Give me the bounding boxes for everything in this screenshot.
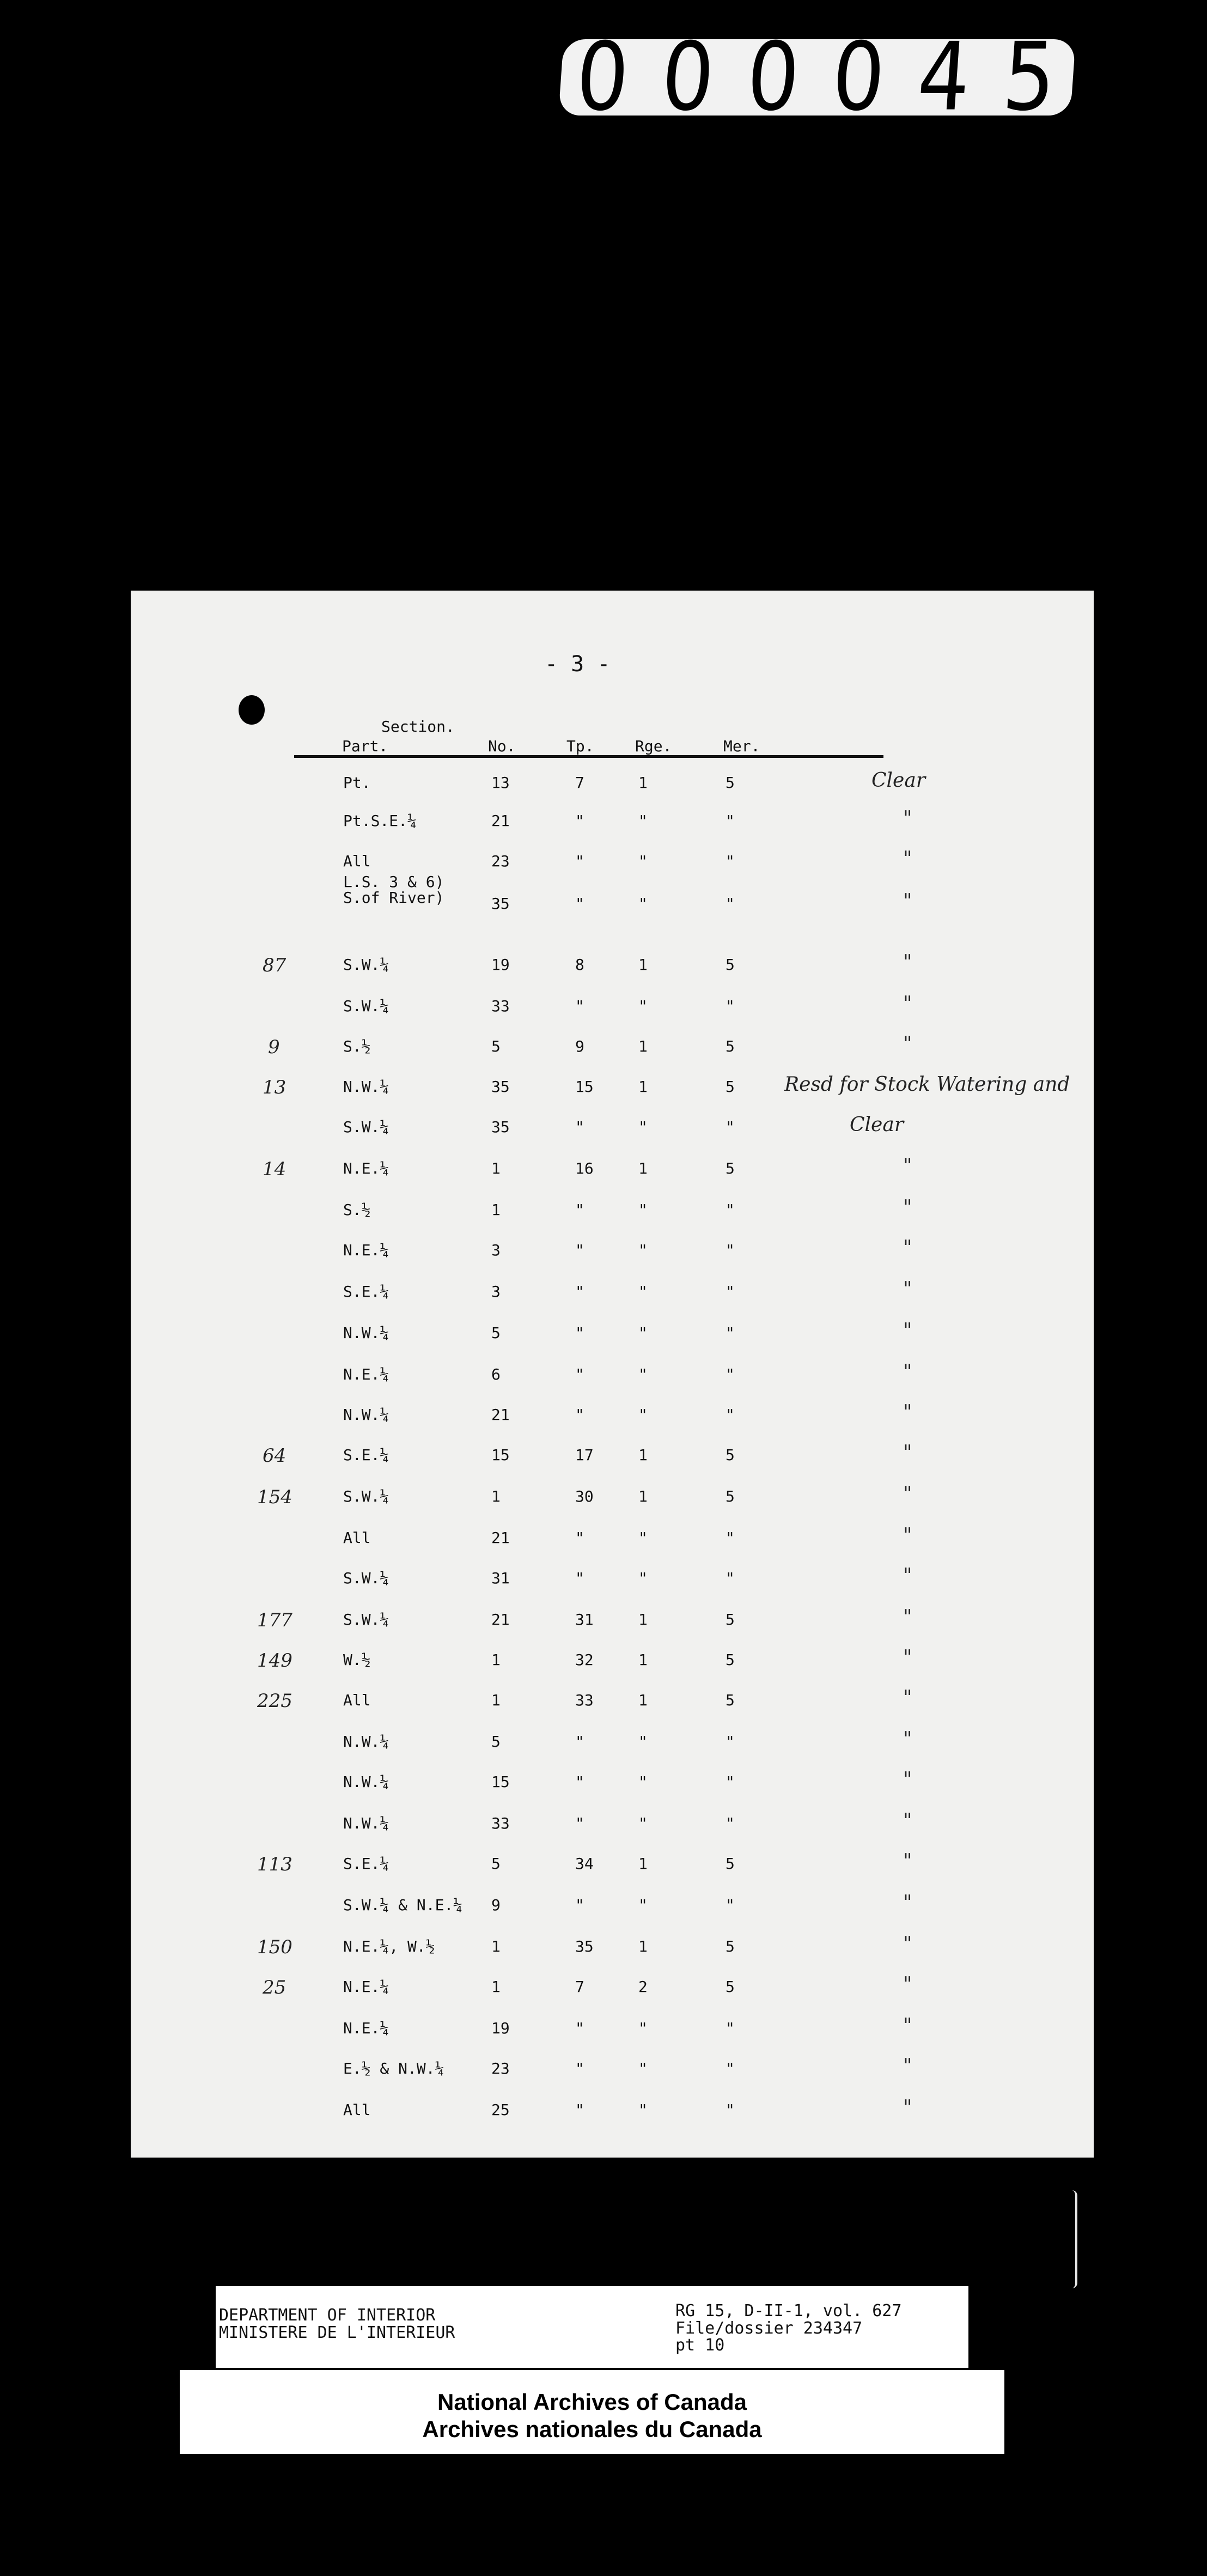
header-part: Part. <box>342 737 388 755</box>
cell-tp: 35 <box>575 1937 594 1955</box>
cell-rge: " <box>638 1201 648 1219</box>
cell-no: 21 <box>491 1406 510 1424</box>
frame-digit: 0 <box>658 22 720 132</box>
cell-tp: " <box>575 895 584 913</box>
cell-no: 19 <box>491 956 510 974</box>
cell-rge: " <box>638 2019 648 2037</box>
cell-mer: " <box>726 2059 735 2077</box>
cell-tp: " <box>575 1241 584 1259</box>
cell-mer: " <box>726 812 735 830</box>
cell-no: 15 <box>491 1446 510 1464</box>
cell-rge: " <box>638 1241 648 1259</box>
cell-rge: 1 <box>638 956 648 974</box>
cell-remark: " <box>903 2055 912 2077</box>
margin-note: 149 <box>257 1650 292 1672</box>
cell-rge: 1 <box>638 1937 648 1955</box>
cell-rge: " <box>638 1283 648 1301</box>
cell-tp: 7 <box>575 774 584 792</box>
cell-rge: " <box>638 1569 648 1587</box>
cell-no: 1 <box>491 1159 501 1177</box>
cell-mer: 5 <box>726 1037 735 1055</box>
cell-mer: " <box>726 1773 735 1791</box>
cell-remark: " <box>903 2015 912 2037</box>
cell-part: N.E.¼ <box>343 1159 389 1177</box>
margin-note: 154 <box>257 1486 292 1508</box>
table-row <box>131 1606 1094 1644</box>
cell-no: 33 <box>491 1814 510 1832</box>
cell-tp: " <box>575 2019 584 2037</box>
cell-mer: 5 <box>726 1078 735 1096</box>
cell-remark: " <box>903 1401 912 1424</box>
table-row <box>131 1073 1094 1111</box>
cell-remark: " <box>903 1647 912 1669</box>
table-row <box>131 1196 1094 1235</box>
cell-tp: " <box>575 2059 584 2077</box>
cell-rge: 1 <box>638 1037 648 1055</box>
cell-mer: 5 <box>726 956 735 974</box>
page-number: - 3 - <box>545 652 611 677</box>
frame-digit: 5 <box>999 22 1062 132</box>
cell-rge: 1 <box>638 774 648 792</box>
cell-tp: " <box>575 1733 584 1751</box>
cell-mer: 5 <box>726 1855 735 1873</box>
header-rge: Rge. <box>635 737 672 755</box>
frame-digit: 0 <box>572 22 635 132</box>
cell-part: Pt.S.E.¼ <box>343 812 417 830</box>
cell-tp: 33 <box>575 1691 594 1709</box>
cell-remark: " <box>903 1524 912 1547</box>
document-page <box>131 591 1094 2158</box>
cell-remark: " <box>903 1728 912 1751</box>
cell-mer: " <box>726 1241 735 1259</box>
cell-mer: " <box>726 852 735 870</box>
header-rule <box>294 755 883 758</box>
table-row <box>131 1933 1094 1971</box>
header-tp: Tp. <box>566 737 594 755</box>
cell-remark: Resd for Stock Watering and <box>784 1073 1070 1096</box>
cell-no: 1 <box>491 1978 501 1996</box>
cell-tp: 31 <box>575 1611 594 1629</box>
cell-remark: " <box>903 1320 912 1342</box>
table-row <box>131 1647 1094 1685</box>
cell-tp: " <box>575 1569 584 1587</box>
table-row <box>131 873 1094 928</box>
cell-part: W.½ <box>343 1651 371 1669</box>
cell-tp: " <box>575 1201 584 1219</box>
cell-remark: " <box>903 1237 912 1259</box>
cell-no: 21 <box>491 1611 510 1629</box>
cell-no: 35 <box>491 895 510 913</box>
cell-tp: " <box>575 997 584 1015</box>
cell-tp: " <box>575 1365 584 1383</box>
cell-mer: " <box>726 1406 735 1424</box>
margin-note: 25 <box>263 1977 286 1998</box>
table-row <box>131 769 1094 807</box>
cell-no: 1 <box>491 1487 501 1505</box>
punch-hole <box>239 695 265 725</box>
cell-tp: " <box>575 1814 584 1832</box>
cell-mer: " <box>726 895 735 913</box>
cell-rge: 1 <box>638 1855 648 1873</box>
cell-mer: " <box>726 1529 735 1547</box>
cell-mer: 5 <box>726 1487 735 1505</box>
cell-rge: " <box>638 1118 648 1136</box>
cell-remark: " <box>903 1565 912 1587</box>
cell-tp: " <box>575 852 584 870</box>
cell-rge: " <box>638 812 648 830</box>
cell-part: N.W.¼ <box>343 1773 389 1791</box>
cell-tp: " <box>575 1118 584 1136</box>
cell-no: 5 <box>491 1324 501 1342</box>
cell-tp: " <box>575 1529 584 1547</box>
cell-mer: " <box>726 2101 735 2119</box>
cell-tp: 9 <box>575 1037 584 1055</box>
cell-remark: Clear <box>871 769 926 792</box>
cell-no: 23 <box>491 2059 510 2077</box>
margin-note: 113 <box>257 1854 292 1875</box>
cell-remark: " <box>903 1483 912 1505</box>
cell-no: 1 <box>491 1937 501 1955</box>
cell-tp: 8 <box>575 956 584 974</box>
cell-no: 9 <box>491 1896 501 1914</box>
cell-mer: " <box>726 997 735 1015</box>
cell-part: S.W.¼ <box>343 956 389 974</box>
frame-digit: 4 <box>914 22 976 132</box>
archives-label <box>180 2370 1004 2454</box>
cell-tp: 15 <box>575 1078 594 1096</box>
cell-no: 31 <box>491 1569 510 1587</box>
header-mer: Mer. <box>723 737 760 755</box>
cell-part: S.½ <box>343 1201 371 1219</box>
cell-mer: 5 <box>726 1446 735 1464</box>
cell-rge: " <box>638 852 648 870</box>
cell-rge: " <box>638 2101 648 2119</box>
cell-part: All <box>343 2101 371 2119</box>
cell-remark: " <box>903 2097 912 2119</box>
table-row <box>131 2097 1094 2135</box>
table-row <box>131 1687 1094 1725</box>
cell-remark: " <box>903 1973 912 1996</box>
cell-rge: 1 <box>638 1651 648 1669</box>
cell-tp: " <box>575 1773 584 1791</box>
cell-remark: " <box>903 993 912 1015</box>
frame-digit: 0 <box>828 22 891 132</box>
ref-part: pt 10 <box>675 2336 725 2355</box>
cell-remark: " <box>903 890 912 913</box>
cell-tp: 17 <box>575 1446 594 1464</box>
table-row <box>131 848 1094 886</box>
cell-tp: 32 <box>575 1651 594 1669</box>
cell-part: S.W.¼ & N.E.¼ <box>343 1896 463 1914</box>
ref-volume: RG 15, D-II-1, vol. 627 <box>675 2301 902 2320</box>
cell-part: S.E.¼ <box>343 1283 389 1301</box>
cell-part: All <box>343 1529 371 1547</box>
cell-no: 19 <box>491 2019 510 2037</box>
header-section: Section. <box>381 718 455 736</box>
table-row <box>131 2055 1094 2093</box>
archives-name-fr: Archives nationales du Canada <box>422 2416 762 2442</box>
cell-mer: 5 <box>726 1651 735 1669</box>
cell-no: 15 <box>491 1773 510 1791</box>
cell-part: N.E.¼, W.½ <box>343 1937 435 1955</box>
cell-no: 1 <box>491 1691 501 1709</box>
cell-part: N.E.¼ <box>343 1241 389 1259</box>
table-row <box>131 2015 1094 2053</box>
cell-rge: " <box>638 895 648 913</box>
cell-tp: " <box>575 1283 584 1301</box>
table-row <box>131 1114 1094 1152</box>
table-row <box>131 1483 1094 1521</box>
margin-note: 9 <box>268 1036 280 1058</box>
cell-remark: " <box>903 1810 912 1832</box>
cell-rge: " <box>638 1529 648 1547</box>
cell-no: 1 <box>491 1651 501 1669</box>
table-row <box>131 1524 1094 1563</box>
cell-no: 25 <box>491 2101 510 2119</box>
cell-mer: 5 <box>726 774 735 792</box>
cell-rge: 1 <box>638 1446 648 1464</box>
margin-note: 13 <box>263 1077 286 1098</box>
cell-remark: " <box>903 1687 912 1709</box>
cell-part: S.W.¼ <box>343 1569 389 1587</box>
table-row <box>131 1237 1094 1275</box>
cell-rge: " <box>638 997 648 1015</box>
cell-no: 23 <box>491 852 510 870</box>
table-row <box>131 1033 1094 1071</box>
cell-rge: 1 <box>638 1611 648 1629</box>
table-row <box>131 807 1094 846</box>
cell-mer: " <box>726 1324 735 1342</box>
cell-no: 5 <box>491 1733 501 1751</box>
cell-part: S.E.¼ <box>343 1446 389 1464</box>
cell-part: N.E.¼ <box>343 1978 389 1996</box>
frame-digit: 0 <box>743 22 806 132</box>
cell-remark: " <box>903 1033 912 1055</box>
cell-rge: " <box>638 1896 648 1914</box>
cell-no: 1 <box>491 1201 501 1219</box>
cell-tp: 30 <box>575 1487 594 1505</box>
cell-no: 13 <box>491 774 510 792</box>
cell-mer: " <box>726 1201 735 1219</box>
cell-part: All <box>343 1691 371 1709</box>
cell-tp: " <box>575 1896 584 1914</box>
film-scratch <box>1072 2190 1077 2288</box>
cell-part: S.½ <box>343 1037 371 1055</box>
cell-part: L.S. 3 & 6) S.of River) <box>343 873 444 907</box>
cell-part: S.W.¼ <box>343 1611 389 1629</box>
cell-mer: " <box>726 2019 735 2037</box>
cell-tp: " <box>575 1324 584 1342</box>
dept-name-fr: MINISTERE DE L'INTERIEUR <box>219 2323 455 2342</box>
cell-rge: 2 <box>638 1978 648 1996</box>
cell-mer: 5 <box>726 1611 735 1629</box>
cell-no: 35 <box>491 1118 510 1136</box>
table-row <box>131 1361 1094 1399</box>
cell-mer: " <box>726 1283 735 1301</box>
cell-no: 5 <box>491 1037 501 1055</box>
cell-part: S.W.¼ <box>343 1487 389 1505</box>
cell-no: 33 <box>491 997 510 1015</box>
cell-part: Pt. <box>343 774 371 792</box>
cell-remark: " <box>903 1892 912 1914</box>
cell-remark: " <box>903 1442 912 1464</box>
cell-part: S.W.¼ <box>343 1118 389 1136</box>
cell-mer: " <box>726 1365 735 1383</box>
table-row <box>131 1850 1094 1888</box>
cell-mer: " <box>726 1733 735 1751</box>
cell-no: 3 <box>491 1241 501 1259</box>
cell-part: S.E.¼ <box>343 1855 389 1873</box>
ref-file: File/dossier 234347 <box>675 2318 863 2338</box>
cell-rge: " <box>638 2059 648 2077</box>
cell-remark: " <box>903 951 912 974</box>
cell-remark: " <box>903 807 912 830</box>
cell-remark: " <box>903 1933 912 1955</box>
margin-note: 87 <box>263 955 286 976</box>
table-row <box>131 1728 1094 1766</box>
table-row <box>131 1769 1094 1807</box>
cell-part: N.W.¼ <box>343 1324 389 1342</box>
cell-rge: " <box>638 1773 648 1791</box>
table-row <box>131 1892 1094 1930</box>
margin-note: 225 <box>257 1690 292 1712</box>
margin-note: 177 <box>257 1609 292 1631</box>
cell-no: 5 <box>491 1855 501 1873</box>
cell-tp: " <box>575 2101 584 2119</box>
cell-part: N.E.¼ <box>343 2019 389 2037</box>
cell-mer: " <box>726 1118 735 1136</box>
cell-remark: " <box>903 1769 912 1791</box>
archives-name-en: National Archives of Canada <box>437 2389 747 2415</box>
archive-reference-label <box>216 2286 968 2368</box>
header-no: No. <box>488 737 516 755</box>
cell-no: 21 <box>491 1529 510 1547</box>
cell-part: N.W.¼ <box>343 1406 389 1424</box>
cell-rge: " <box>638 1365 648 1383</box>
cell-rge: " <box>638 1324 648 1342</box>
cell-no: 3 <box>491 1283 501 1301</box>
cell-tp: 16 <box>575 1159 594 1177</box>
cell-remark: " <box>903 1196 912 1219</box>
cell-remark: " <box>903 848 912 870</box>
table-row <box>131 1320 1094 1358</box>
cell-no: 6 <box>491 1365 501 1383</box>
cell-remark: " <box>903 1361 912 1383</box>
frame-number <box>558 22 1076 132</box>
cell-mer: 5 <box>726 1691 735 1709</box>
cell-rge: " <box>638 1814 648 1832</box>
table-row <box>131 1973 1094 2012</box>
cell-part: N.W.¼ <box>343 1814 389 1832</box>
cell-rge: " <box>638 1406 648 1424</box>
table-row <box>131 1565 1094 1603</box>
margin-note: 14 <box>263 1158 286 1180</box>
cell-mer: 5 <box>726 1159 735 1177</box>
cell-remark: " <box>903 1278 912 1301</box>
table-row <box>131 1442 1094 1480</box>
cell-mer: " <box>726 1814 735 1832</box>
cell-rge: " <box>638 1733 648 1751</box>
cell-part: E.½ & N.W.¼ <box>343 2059 444 2077</box>
cell-part: S.W.¼ <box>343 997 389 1015</box>
table-row <box>131 1810 1094 1848</box>
cell-tp: " <box>575 1406 584 1424</box>
cell-remark: " <box>903 1606 912 1629</box>
margin-note: 64 <box>263 1445 286 1467</box>
cell-rge: 1 <box>638 1691 648 1709</box>
cell-rge: 1 <box>638 1159 648 1177</box>
cell-mer: 5 <box>726 1978 735 1996</box>
cell-rge: 1 <box>638 1487 648 1505</box>
cell-part: N.E.¼ <box>343 1365 389 1383</box>
cell-tp: " <box>575 812 584 830</box>
cell-rge: 1 <box>638 1078 648 1096</box>
cell-mer: " <box>726 1569 735 1587</box>
cell-remark: Clear <box>850 1114 904 1136</box>
cell-tp: 34 <box>575 1855 594 1873</box>
table-row <box>131 951 1094 989</box>
cell-remark: " <box>903 1850 912 1873</box>
table-row <box>131 1278 1094 1316</box>
table-row <box>131 1401 1094 1439</box>
cell-part: N.W.¼ <box>343 1733 389 1751</box>
cell-no: 35 <box>491 1078 510 1096</box>
cell-tp: 7 <box>575 1978 584 1996</box>
table-row <box>131 1155 1094 1193</box>
cell-no: 21 <box>491 812 510 830</box>
cell-part: All <box>343 852 371 870</box>
cell-part: N.W.¼ <box>343 1078 389 1096</box>
dept-name-en: DEPARTMENT OF INTERIOR <box>219 2306 436 2325</box>
cell-remark: " <box>903 1155 912 1177</box>
cell-mer: 5 <box>726 1937 735 1955</box>
margin-note: 150 <box>257 1936 292 1958</box>
table-row <box>131 993 1094 1031</box>
cell-mer: " <box>726 1896 735 1914</box>
